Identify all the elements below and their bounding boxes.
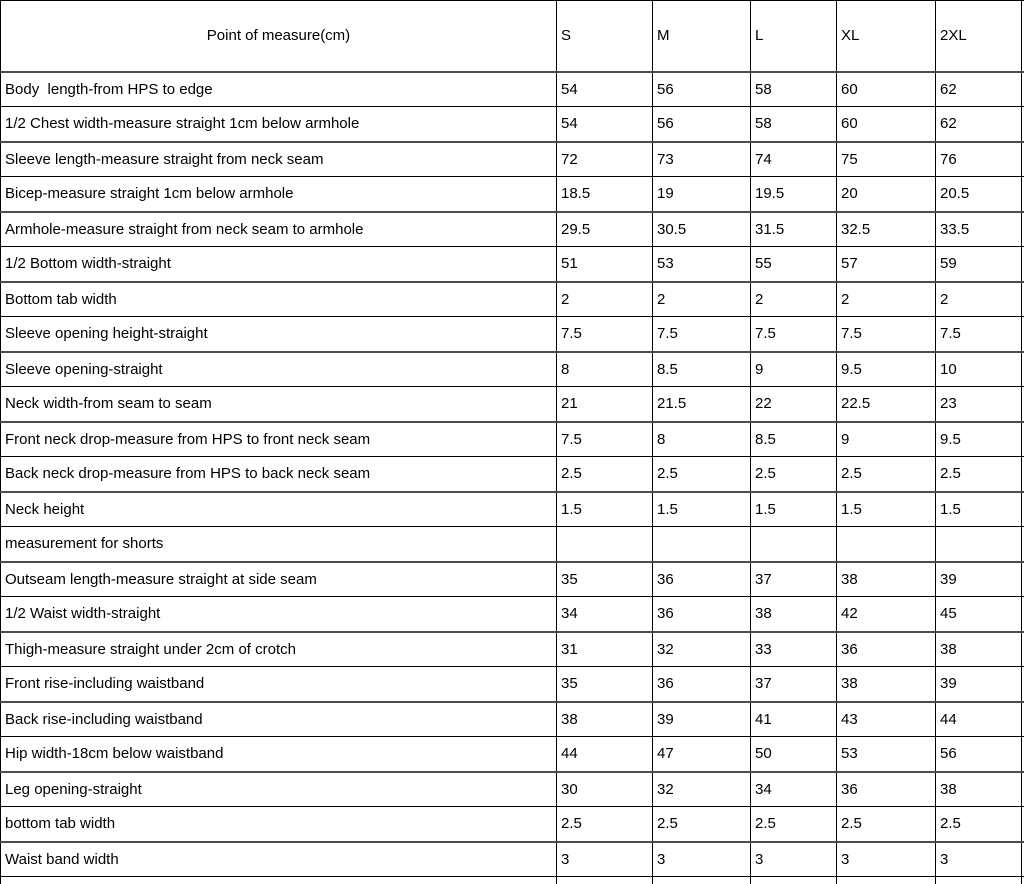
size-value-cell: 38 [837, 562, 936, 597]
size-value-cell: 75 [837, 142, 936, 177]
size-value-cell: 1.5 [751, 492, 837, 527]
size-value-cell: 38 [936, 772, 1022, 807]
size-value-cell: 38 [936, 632, 1022, 667]
size-value-cell: 32 [653, 772, 751, 807]
measure-label-cell: bottom tab width [1, 807, 557, 842]
measure-label-cell: Neck width-from seam to seam [1, 387, 557, 422]
size-value-cell: 47 [653, 737, 751, 772]
size-value-cell: 2 [751, 282, 837, 317]
size-value-cell: 2.5 [557, 807, 653, 842]
size-value-cell [837, 877, 936, 884]
size-value-cell: 22.5 [837, 387, 936, 422]
size-value-cell: 21.5 [653, 387, 751, 422]
size-header-s: S [557, 1, 653, 72]
size-value-cell: 7.5 [653, 317, 751, 352]
size-value-cell: 76 [936, 142, 1022, 177]
size-value-cell: 45 [936, 597, 1022, 632]
table-row [1, 597, 1024, 632]
size-value-cell: 31.5 [751, 212, 837, 247]
measure-label-cell: Back neck drop-measure from HPS to back neck seam [1, 457, 557, 492]
size-value-cell: 2.5 [936, 457, 1022, 492]
size-value-cell: 37 [751, 562, 837, 597]
size-value-cell [751, 527, 837, 562]
size-value-cell: 36 [653, 667, 751, 702]
size-value-cell: 33 [751, 632, 837, 667]
table-row-partial [1, 877, 1024, 884]
size-value-cell: 62 [936, 107, 1022, 142]
size-value-cell: 3 [653, 842, 751, 877]
size-value-cell: 7.5 [936, 317, 1022, 352]
size-value-cell: 35 [557, 667, 653, 702]
table-row [1, 807, 1024, 842]
table-row [1, 282, 1024, 317]
measure-label-cell: Bicep-measure straight 1cm below armhole [1, 177, 557, 212]
table-header [1, 1, 1024, 72]
size-value-cell: 3 [751, 842, 837, 877]
size-value-cell: 35 [557, 562, 653, 597]
size-value-cell: 36 [653, 562, 751, 597]
measure-label-cell: 1/2 Bottom width-straight [1, 247, 557, 282]
size-value-cell: 9.5 [837, 352, 936, 387]
size-value-cell: 57 [837, 247, 936, 282]
size-value-cell: 2.5 [751, 807, 837, 842]
size-value-cell: 32 [653, 632, 751, 667]
size-value-cell: 2.5 [653, 807, 751, 842]
measure-table-body [1, 72, 1024, 884]
size-value-cell: 2.5 [751, 457, 837, 492]
size-value-cell: 2.5 [557, 457, 653, 492]
table-row [1, 387, 1024, 422]
size-value-cell: 30.5 [653, 212, 751, 247]
size-value-cell: 2 [936, 282, 1022, 317]
table-row [1, 632, 1024, 667]
size-header-2xl: 2XL [936, 1, 1022, 72]
table-row [1, 737, 1024, 772]
size-value-cell: 39 [936, 667, 1022, 702]
size-value-cell: 32.5 [837, 212, 936, 247]
size-value-cell: 34 [751, 772, 837, 807]
size-value-cell: 44 [557, 737, 653, 772]
size-value-cell: 9 [837, 422, 936, 457]
size-value-cell: 55 [751, 247, 837, 282]
table-row [1, 107, 1024, 142]
table-row [1, 177, 1024, 212]
size-value-cell: 36 [837, 772, 936, 807]
size-value-cell: 22 [751, 387, 837, 422]
measure-label-cell: Front rise-including waistband [1, 667, 557, 702]
measure-label-cell: Outseam length-measure straight at side seam [1, 562, 557, 597]
measure-label-cell: Sleeve opening height-straight [1, 317, 557, 352]
size-value-cell: 1.5 [653, 492, 751, 527]
size-value-cell: 1.5 [936, 492, 1022, 527]
size-value-cell [936, 877, 1022, 884]
size-value-cell: 34 [557, 597, 653, 632]
size-value-cell: 7.5 [837, 317, 936, 352]
size-value-cell: 42 [837, 597, 936, 632]
size-value-cell: 56 [653, 72, 751, 107]
size-value-cell: 29.5 [557, 212, 653, 247]
size-value-cell: 54 [557, 72, 653, 107]
measure-label-cell: 1/2 Chest width-measure straight 1cm below armhole [1, 107, 557, 142]
size-value-cell: 21 [557, 387, 653, 422]
size-value-cell: 7.5 [557, 422, 653, 457]
size-value-cell: 60 [837, 107, 936, 142]
size-value-cell: 53 [653, 247, 751, 282]
size-value-cell: 7.5 [557, 317, 653, 352]
table-row [1, 667, 1024, 702]
size-value-cell: 20.5 [936, 177, 1022, 212]
size-value-cell: 19 [653, 177, 751, 212]
size-value-cell: 38 [751, 597, 837, 632]
size-value-cell: 44 [936, 702, 1022, 737]
size-value-cell: 59 [936, 247, 1022, 282]
size-header-l: L [751, 1, 837, 72]
size-value-cell: 2.5 [837, 807, 936, 842]
size-value-cell: 2.5 [837, 457, 936, 492]
point-of-measure-header: Point of measure(cm) [1, 1, 557, 72]
size-value-cell [557, 877, 653, 884]
table-row [1, 492, 1024, 527]
measure-label-cell: measurement for shorts [1, 527, 557, 562]
size-value-cell: 53 [837, 737, 936, 772]
measure-label-cell [1, 877, 557, 884]
size-value-cell: 2 [557, 282, 653, 317]
header-row [1, 1, 1024, 72]
measure-label-cell: Body length-from HPS to edge [1, 72, 557, 107]
table-row [1, 422, 1024, 457]
size-value-cell: 54 [557, 107, 653, 142]
size-value-cell: 10 [936, 352, 1022, 387]
size-value-cell: 8.5 [653, 352, 751, 387]
table-row [1, 72, 1024, 107]
size-value-cell: 50 [751, 737, 837, 772]
size-value-cell: 2 [653, 282, 751, 317]
size-value-cell: 39 [653, 702, 751, 737]
size-value-cell: 73 [653, 142, 751, 177]
table-row [1, 562, 1024, 597]
size-value-cell: 38 [837, 667, 936, 702]
table-row [1, 142, 1024, 177]
size-value-cell: 36 [837, 632, 936, 667]
table-row [1, 352, 1024, 387]
size-value-cell: 56 [936, 737, 1022, 772]
size-value-cell: 31 [557, 632, 653, 667]
size-value-cell: 43 [837, 702, 936, 737]
size-value-cell: 74 [751, 142, 837, 177]
table-row [1, 212, 1024, 247]
size-value-cell: 2 [837, 282, 936, 317]
size-value-cell [653, 877, 751, 884]
size-value-cell: 20 [837, 177, 936, 212]
measure-label-cell: Thigh-measure straight under 2cm of crotch [1, 632, 557, 667]
size-value-cell: 8.5 [751, 422, 837, 457]
size-value-cell: 7.5 [751, 317, 837, 352]
table-row [1, 842, 1024, 877]
size-value-cell: 3 [557, 842, 653, 877]
size-value-cell: 58 [751, 72, 837, 107]
measure-label-cell: Armhole-measure straight from neck seam to armhole [1, 212, 557, 247]
size-value-cell: 2.5 [653, 457, 751, 492]
size-value-cell: 62 [936, 72, 1022, 107]
table-row [1, 457, 1024, 492]
size-value-cell: 19.5 [751, 177, 837, 212]
measure-label-cell: Hip width-18cm below waistband [1, 737, 557, 772]
size-value-cell: 3 [936, 842, 1022, 877]
size-value-cell: 33.5 [936, 212, 1022, 247]
size-value-cell: 36 [653, 597, 751, 632]
size-value-cell: 39 [936, 562, 1022, 597]
size-value-cell [936, 527, 1022, 562]
size-value-cell: 8 [653, 422, 751, 457]
measure-label-cell: Sleeve length-measure straight from neck seam [1, 142, 557, 177]
size-value-cell [653, 527, 751, 562]
measure-label-cell: 1/2 Waist width-straight [1, 597, 557, 632]
size-value-cell: 3 [837, 842, 936, 877]
size-value-cell: 38 [557, 702, 653, 737]
size-header-xl: XL [837, 1, 936, 72]
size-value-cell: 9.5 [936, 422, 1022, 457]
size-value-cell: 41 [751, 702, 837, 737]
size-value-cell: 8 [557, 352, 653, 387]
size-value-cell: 9 [751, 352, 837, 387]
table-row [1, 317, 1024, 352]
measure-label-cell: Neck height [1, 492, 557, 527]
size-value-cell [751, 877, 837, 884]
size-value-cell: 23 [936, 387, 1022, 422]
size-value-cell: 18.5 [557, 177, 653, 212]
size-value-cell: 51 [557, 247, 653, 282]
measure-label-cell: Back rise-including waistband [1, 702, 557, 737]
table-row [1, 702, 1024, 737]
size-value-cell: 60 [837, 72, 936, 107]
size-value-cell: 1.5 [557, 492, 653, 527]
table-row [1, 247, 1024, 282]
measure-label-cell: Front neck drop-measure from HPS to front neck seam [1, 422, 557, 457]
table-row [1, 772, 1024, 807]
size-value-cell [557, 527, 653, 562]
size-value-cell: 30 [557, 772, 653, 807]
measure-label-cell: Leg opening-straight [1, 772, 557, 807]
measure-label-cell: Bottom tab width [1, 282, 557, 317]
table-row [1, 527, 1024, 562]
size-value-cell: 58 [751, 107, 837, 142]
size-value-cell: 1.5 [837, 492, 936, 527]
size-value-cell: 72 [557, 142, 653, 177]
measure-label-cell: Waist band width [1, 842, 557, 877]
size-value-cell: 37 [751, 667, 837, 702]
size-value-cell: 2.5 [936, 807, 1022, 842]
measure-label-cell: Sleeve opening-straight [1, 352, 557, 387]
size-value-cell [837, 527, 936, 562]
size-value-cell: 56 [653, 107, 751, 142]
size-header-m: M [653, 1, 751, 72]
